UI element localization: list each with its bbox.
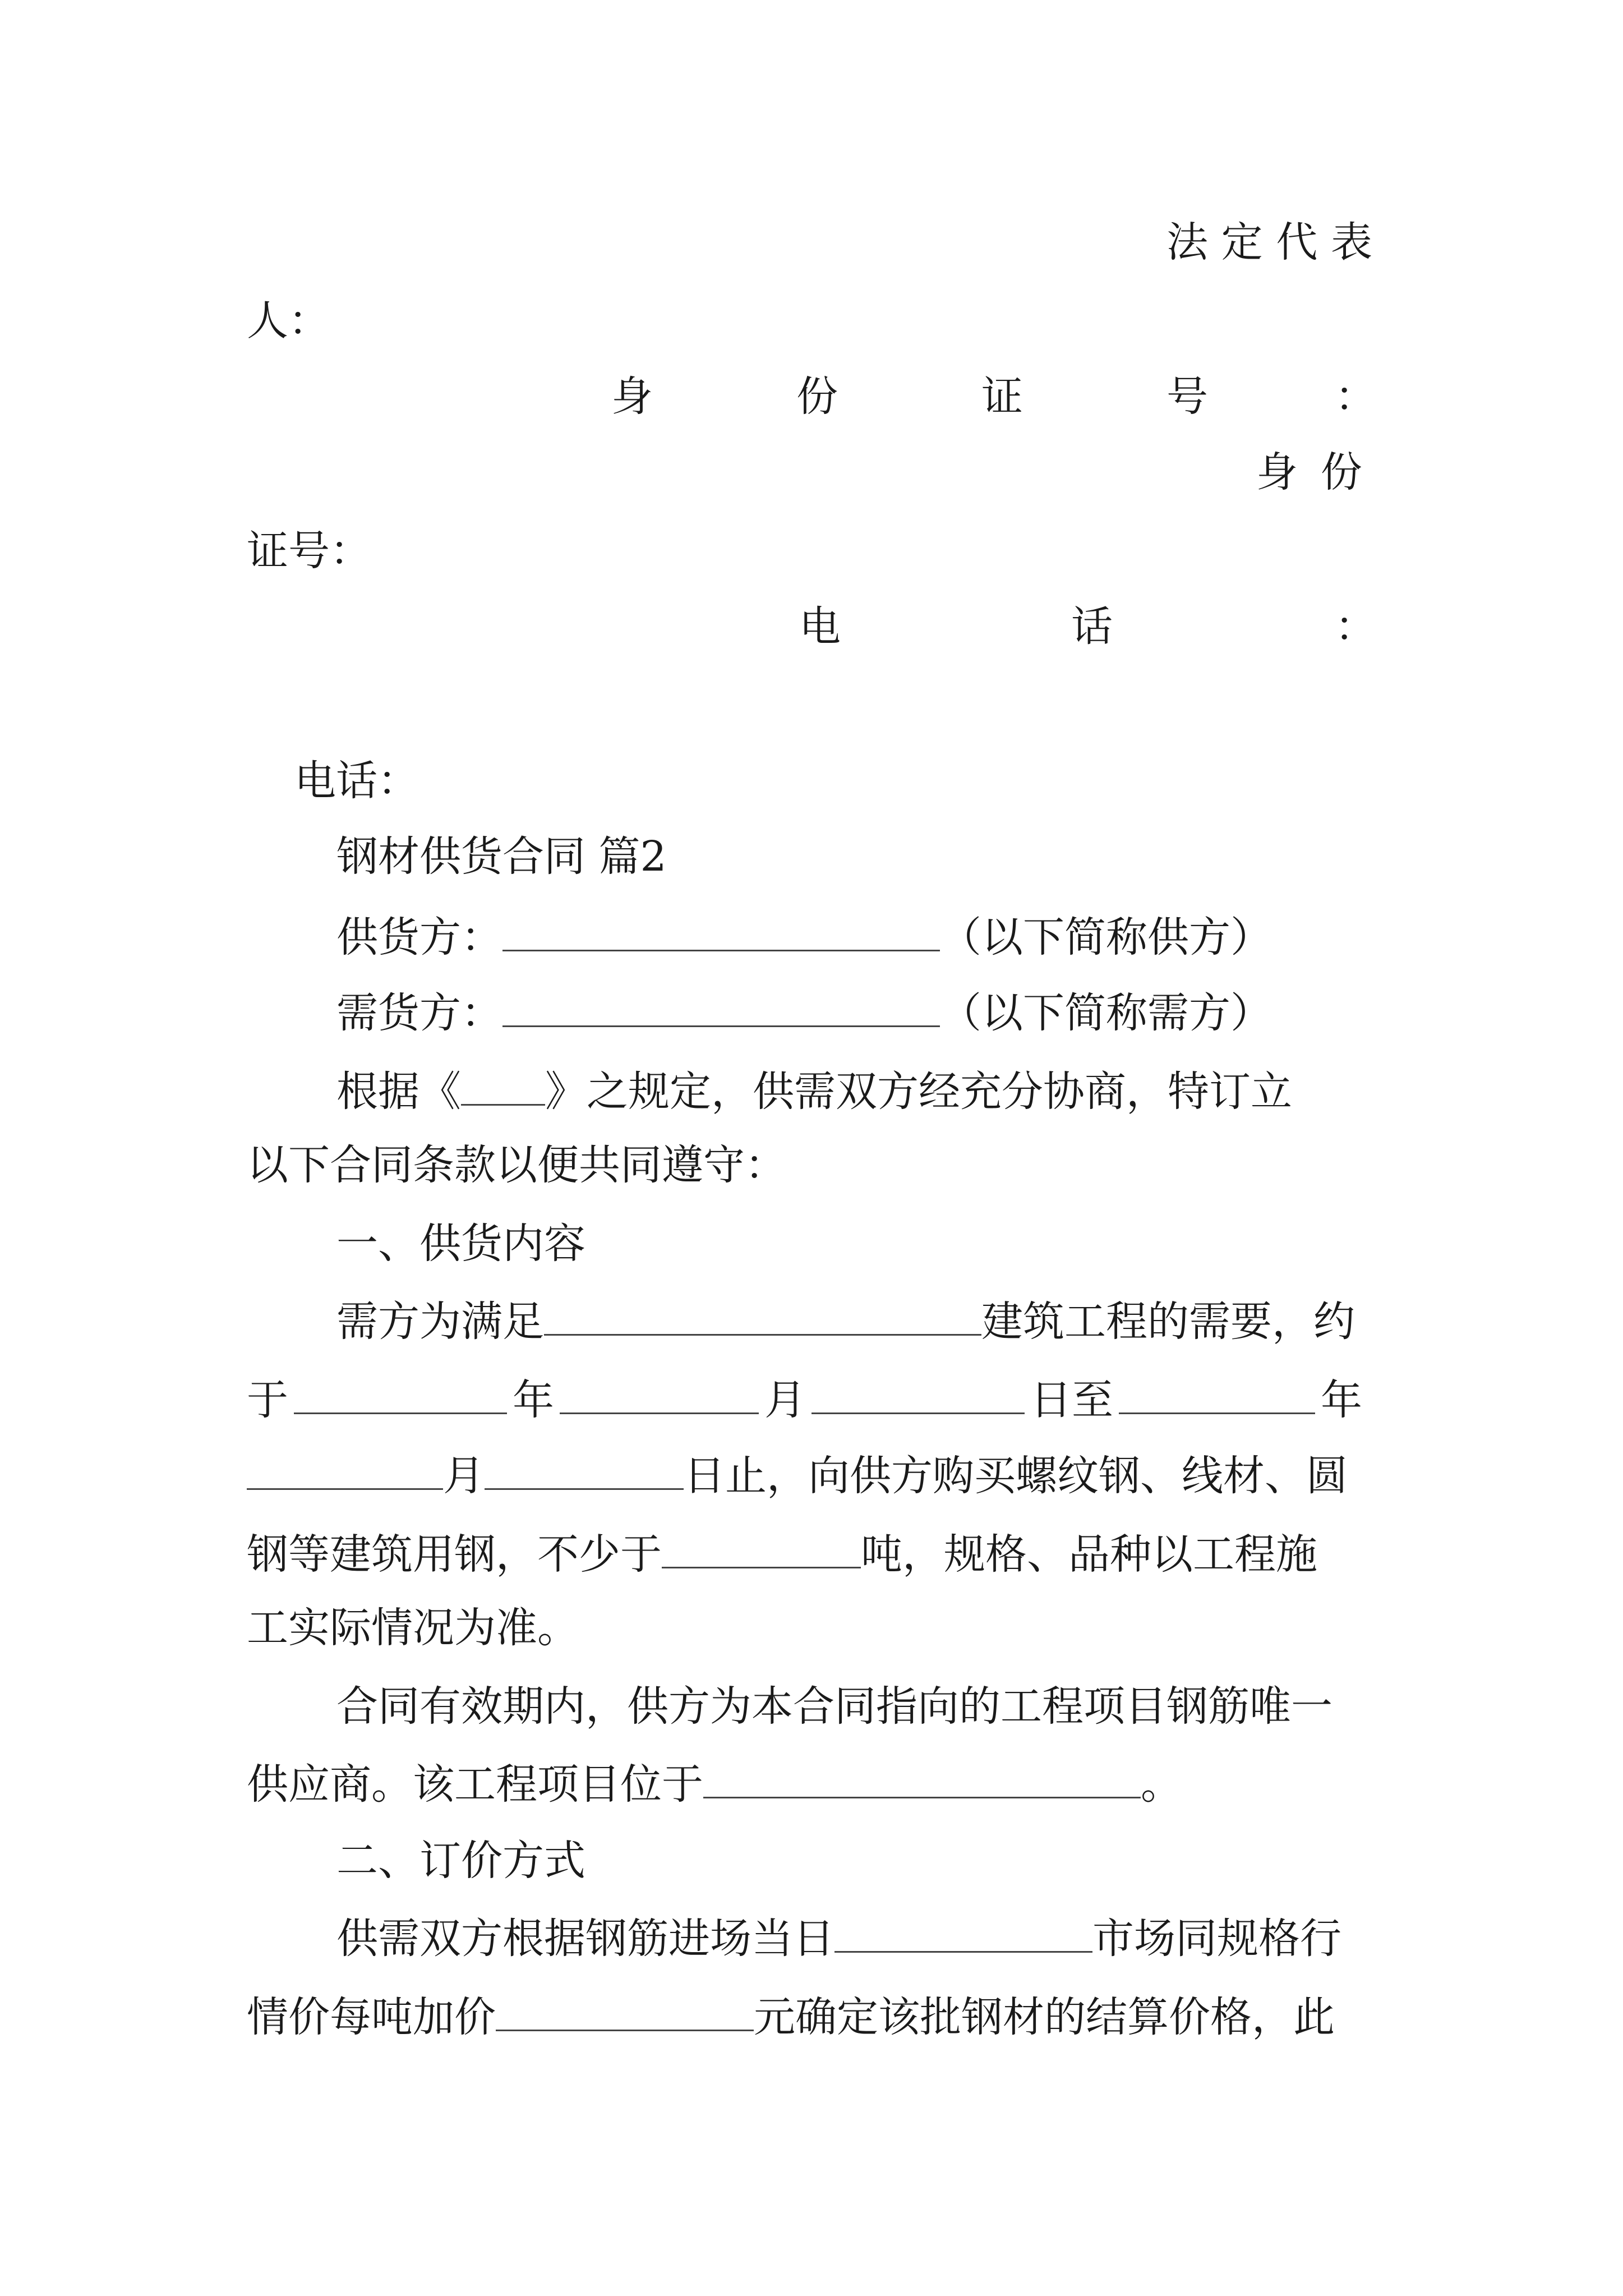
p1-line2: [247, 1375, 1362, 1424]
start-day-blank: [811, 1377, 1025, 1414]
p1-yue: 月: [764, 1375, 806, 1424]
start-month-blank: [560, 1377, 759, 1414]
p1-yu: 于: [247, 1375, 288, 1424]
basis-prefix: 根据《: [336, 1067, 461, 1116]
legal-rep-label-line1: 法定代表: [1166, 218, 1386, 266]
basis-line2: 以下合同条款以便共同遵守：: [247, 1141, 786, 1189]
p3-l2-suffix: 元确定该批钢材的结算价格，此: [754, 1993, 1335, 2041]
supplier-line: [336, 913, 1272, 961]
phone-char: ：: [1335, 602, 1376, 651]
id-char: 号: [1166, 372, 1208, 421]
basis-line1: [336, 1067, 1292, 1116]
basis-suffix: 》之规定，供需双方经充分协商，特订立: [545, 1067, 1292, 1116]
p1-l3-text: 日止，向供方购买螺纹钢、线材、圆: [684, 1451, 1348, 1500]
buyer-line: [336, 988, 1272, 1037]
law-name-blank: [461, 1069, 545, 1106]
p1-line5: 工实际情况为准。: [247, 1604, 579, 1652]
p1-line3: [247, 1451, 1348, 1500]
p3-l2-prefix: 情价每吨加价: [247, 1993, 496, 2041]
p1-nian: 年: [513, 1375, 554, 1424]
p3-line2: [247, 1993, 1335, 2041]
id-char: 证: [981, 372, 1023, 421]
end-month-blank: [247, 1453, 443, 1490]
markup-blank: [496, 1994, 754, 2031]
id-number-label: [611, 372, 1376, 421]
location-blank: [703, 1761, 1141, 1798]
p2-suffix: 。: [1141, 1760, 1182, 1809]
section-title: 钢材供货合同 篇2: [336, 832, 667, 881]
phone-label2: 电话：: [294, 757, 419, 805]
p1-prefix: 需方为满足: [336, 1297, 544, 1346]
id-char: 份: [796, 372, 838, 421]
id-char: ：: [1335, 372, 1376, 421]
heading-pricing: 二、订价方式: [336, 1837, 585, 1885]
p3-line1: [336, 1914, 1341, 1963]
id-number-label2-line1: 身份: [1256, 448, 1385, 496]
p1-line1: [336, 1297, 1355, 1346]
market-blank: [834, 1916, 1092, 1953]
p1-line4: [247, 1530, 1317, 1579]
buyer-label: 需货方：: [336, 988, 502, 1037]
p2-line1: 合同有效期内，供方为本合同指向的工程项目钢筋唯一: [336, 1682, 1332, 1731]
p1-suffix: 建筑工程的需要，约: [981, 1297, 1355, 1346]
end-day-blank: [485, 1453, 684, 1490]
buyer-blank: [502, 990, 940, 1027]
p2-line2: [247, 1760, 1182, 1809]
p1-l4-prefix: 钢等建筑用钢，不少于: [247, 1530, 662, 1579]
p1-l4-suffix: 吨，规格、品种以工程施: [861, 1530, 1317, 1579]
supplier-label: 供货方：: [336, 913, 502, 961]
phone-label: [799, 602, 1376, 651]
supplier-blank: [502, 914, 940, 951]
p1-yue2: 月: [443, 1451, 485, 1500]
phone-char: 话: [1071, 602, 1113, 651]
p3-suffix: 市场同规格行: [1092, 1914, 1341, 1963]
p1-rizhi: 日至: [1030, 1375, 1113, 1424]
start-year-blank: [294, 1377, 507, 1414]
p3-prefix: 供需双方根据钢筋进场当日: [336, 1914, 834, 1963]
id-char: 身: [611, 372, 653, 421]
legal-rep-label-line2: 人：: [247, 297, 330, 345]
supplier-suffix: （以下简称供方）: [940, 913, 1272, 961]
p2-prefix: 供应商。该工程项目位于: [247, 1760, 703, 1809]
end-year-blank: [1119, 1377, 1315, 1414]
p1-nian2: 年: [1321, 1375, 1362, 1424]
id-number-label2-line2: 证号：: [247, 527, 371, 575]
tonnage-blank: [662, 1531, 861, 1568]
buyer-suffix: （以下简称需方）: [940, 988, 1272, 1037]
project-name-blank: [544, 1299, 981, 1336]
heading-supply-content: 一、供货内容: [336, 1220, 585, 1268]
phone-char: 电: [799, 602, 841, 651]
